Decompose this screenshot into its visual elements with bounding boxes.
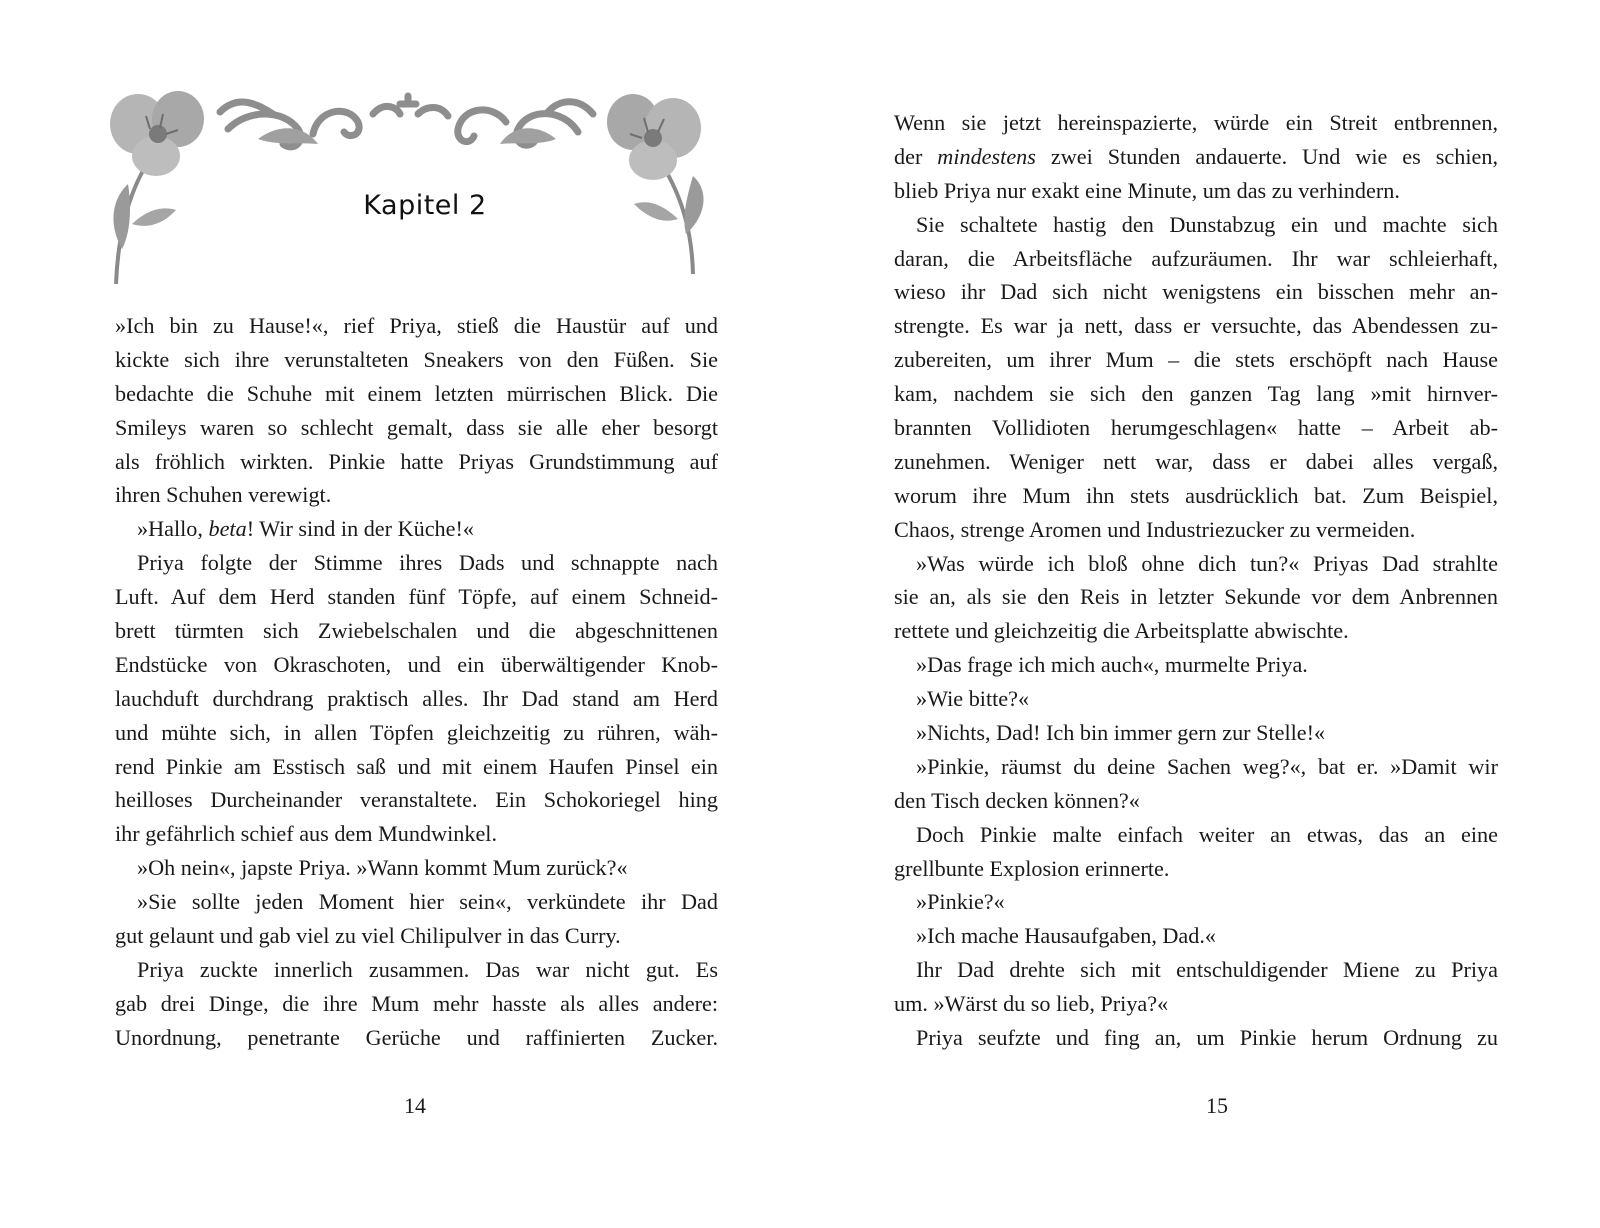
text-line: zunehmen. Weniger nett war, dass er dabei alles vergaß, — [894, 448, 1498, 474]
text-line: Unordnung, penetrante Gerüche und raffinierten Zucker. — [115, 1024, 718, 1050]
right-flower-icon — [607, 94, 703, 274]
text-line: »Was würde ich bloß ohne dich tun?« Priyas Dad strahlte — [916, 550, 1498, 576]
text-line: »Sie sollte jeden Moment hier sein«, verkündete ihr Dad — [137, 889, 718, 915]
text-line: strengte. Es war ja nett, dass er versuchte, das Abendessen zu- — [894, 313, 1498, 339]
text-line: lauchduft durchdrang praktisch alles. Ihr Dad stand am Herd — [115, 685, 718, 711]
text-line: Ihr Dad drehte sich mit entschuldigender Miene zu Priya — [916, 957, 1498, 983]
text-line: gut gelaunt und gab viel zu viel Chilipulver in das Curry. — [115, 923, 621, 949]
chapter-title: Kapitel 2 — [363, 190, 487, 221]
text-line: kam, nachdem sie sich den ganzen Tag lang »mit hirnver- — [894, 381, 1498, 407]
text-line: »Hallo, beta! Wir sind in der Küche!« — [137, 516, 474, 542]
text-line: Chaos, strenge Aromen und Industriezucker zu vermeiden. — [894, 516, 1416, 542]
text-line: worum ihre Mum ihn stets ausdrücklich bat. Zum Beispiel, — [894, 482, 1498, 508]
text-line: Wenn sie jetzt hereinspazierte, würde ein Streit entbrennen, — [894, 110, 1498, 135]
text-line: als fröhlich wirkten. Pinkie hatte Priyas Grundstimmung auf — [115, 448, 718, 474]
text-line: Priya zuckte innerlich zusammen. Das war nicht gut. Es — [137, 956, 718, 982]
left-flower-icon — [110, 91, 204, 284]
text-line: sie an, als sie den Reis in letzter Sekunde vor dem Anbrennen — [894, 584, 1498, 610]
text-line: Sie schaltete hastig den Dunstabzug ein und machte sich — [916, 211, 1498, 237]
text-line: daran, die Arbeitsfläche aufzuräumen. Ihr war schleierhaft, — [894, 245, 1498, 271]
text-line: ihr gefährlich schief aus dem Mundwinkel. — [115, 821, 498, 847]
text-line: kickte sich ihre verunstalteten Sneakers von den Füßen. Sie — [115, 346, 718, 372]
text-line: den Tisch decken können?« — [894, 787, 1140, 813]
text-line: »Das frage ich mich auch«, murmelte Priya. — [916, 652, 1308, 678]
text-line: gab drei Dinge, die ihre Mum mehr hasste als alles andere: — [115, 990, 718, 1016]
body-text — [894, 106, 1498, 1055]
text-line: heilloses Durcheinander veranstaltete. Ein Schokoriegel hing — [115, 787, 718, 813]
text-line: »Oh nein«, japste Priya. »Wann kommt Mum zurück?« — [137, 855, 628, 881]
text-line: »Wie bitte?« — [916, 686, 1030, 712]
text-line: blieb Priya nur exakt eine Minute, um das zu verhindern. — [894, 177, 1400, 203]
text-line: der mindestens zwei Stunden andauerte. Und wie es schien, — [894, 143, 1498, 169]
text-line: um. »Wärst du so lieb, Priya?« — [894, 991, 1169, 1017]
text-line: Luft. Auf dem Herd standen fünf Töpfe, auf einem Schneid- — [115, 584, 718, 610]
text-line: rettete und gleichzeitig die Arbeitsplatte abwischte. — [894, 618, 1349, 644]
text-line: Endstücke von Okraschoten, und ein überwältigender Knob- — [115, 651, 718, 677]
text-line: grellbunte Explosion erinnerte. — [894, 855, 1170, 881]
text-line: »Ich mache Hausaufgaben, Dad.« — [916, 923, 1217, 949]
page-number: 15 — [1206, 1093, 1228, 1118]
text-line: »Ich bin zu Hause!«, rief Priya, stieß die Haustür auf und — [115, 313, 718, 338]
text-line: ihren Schuhen verewigt. — [115, 482, 332, 508]
text-line: Priya seufzte und fing an, um Pinkie herum Ordnung zu — [916, 1025, 1498, 1051]
text-line: zubereiten, um ihrer Mum – die stets erschöpft nach Hause — [894, 347, 1498, 373]
text-line: »Nichts, Dad! Ich bin immer gern zur Stelle!« — [916, 720, 1326, 746]
text-line: Priya folgte der Stimme ihres Dads und schnappte nach — [137, 550, 718, 576]
text-line: und mühte sich, in allen Töpfen gleichzeitig zu rühren, wäh- — [115, 719, 718, 745]
body-text — [115, 309, 718, 1055]
right-page — [800, 0, 1600, 1228]
text-line: »Pinkie?« — [916, 889, 1005, 915]
text-line: rend Pinkie am Esstisch saß und mit einem Haufen Pinsel ein — [115, 753, 718, 779]
page-number: 14 — [404, 1093, 426, 1118]
text-line: wieso ihr Dad sich nicht wenigstens ein bisschen mehr an- — [894, 279, 1498, 305]
text-line: Smileys waren so schlecht gemalt, dass sie alle eher besorgt — [115, 414, 718, 440]
text-line: Doch Pinkie malte einfach weiter an etwas, das an eine — [916, 821, 1498, 847]
floral-ornament — [108, 84, 712, 294]
text-line: brett türmten sich Zwiebelschalen und die abgeschnittenen — [115, 618, 718, 644]
text-line: bedachte die Schuhe mit einem letzten mürrischen Blick. Die — [115, 380, 718, 406]
text-line: »Pinkie, räumst du deine Sachen weg?«, bat er. »Damit wir — [916, 753, 1498, 779]
text-line: brannten Vollidioten herumgeschlagen« hatte – Arbeit ab- — [894, 415, 1498, 441]
